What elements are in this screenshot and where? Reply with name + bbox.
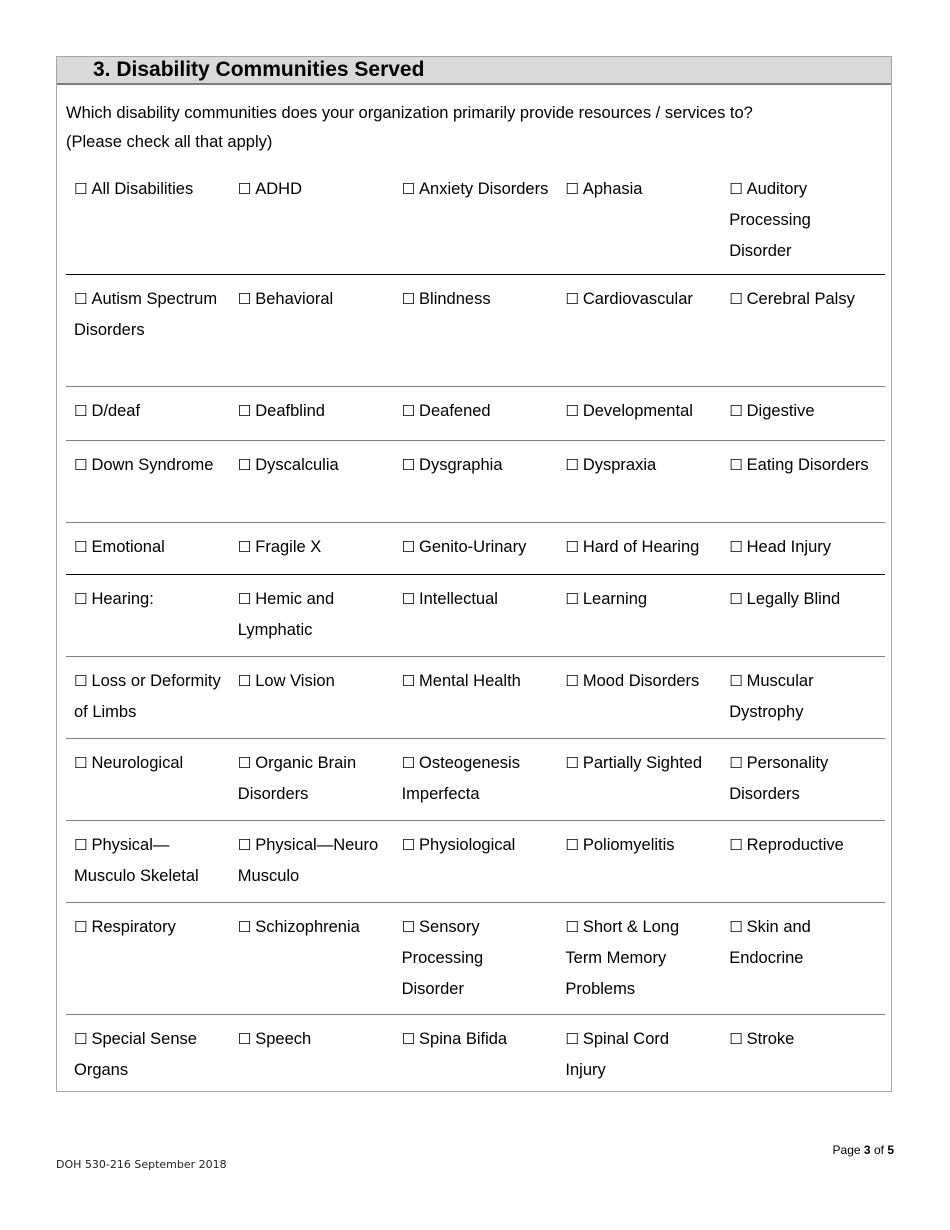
checkbox-icon[interactable]: ☐ <box>401 290 416 308</box>
checkbox-option[interactable] <box>230 165 394 274</box>
checkbox-icon[interactable]: ☐ <box>565 1030 579 1048</box>
checkbox-option[interactable] <box>721 1015 885 1097</box>
checkbox-icon[interactable]: ☐ <box>401 918 416 936</box>
checkbox-icon[interactable]: ☐ <box>237 456 252 474</box>
checkbox-label: Partially Sighted <box>582 754 703 772</box>
checkbox-option[interactable] <box>230 441 394 522</box>
checkbox-label: Muscular Dystrophy <box>729 672 814 721</box>
checkbox-icon[interactable]: ☐ <box>74 754 88 772</box>
checkbox-icon[interactable]: ☐ <box>237 180 252 198</box>
checkbox-label: Mood Disorders <box>582 672 700 690</box>
checkbox-row <box>66 441 885 523</box>
checkbox-icon[interactable]: ☐ <box>565 918 579 936</box>
checkbox-option[interactable] <box>66 523 230 574</box>
checkbox-icon[interactable]: ☐ <box>74 180 88 198</box>
checkbox-icon[interactable]: ☐ <box>565 456 579 474</box>
checkbox-label: Personality Disorders <box>729 754 829 803</box>
checkbox-icon[interactable]: ☐ <box>401 672 416 690</box>
checkbox-label: Deafblind <box>255 402 325 420</box>
checkbox-label: Learning <box>582 590 648 608</box>
checkbox-option[interactable] <box>66 1015 230 1097</box>
page-of: of <box>873 1143 884 1157</box>
checkbox-option[interactable] <box>66 275 230 386</box>
checkbox-row <box>66 821 885 903</box>
checkbox-icon[interactable]: ☐ <box>237 672 252 690</box>
checkbox-icon[interactable]: ☐ <box>565 672 579 690</box>
section-intro <box>66 99 876 157</box>
section-title: 3. Disability Communities Served <box>93 58 425 81</box>
checkbox-row <box>66 739 885 821</box>
checkbox-label: Aphasia <box>582 180 643 198</box>
checkbox-icon[interactable]: ☐ <box>729 672 743 690</box>
checkbox-label: Respiratory <box>91 918 176 936</box>
checkbox-label: Dyspraxia <box>582 456 657 474</box>
checkbox-icon[interactable]: ☐ <box>237 836 252 854</box>
checkbox-label: Poliomyelitis <box>582 836 675 854</box>
checkbox-option[interactable] <box>557 903 721 1014</box>
checkbox-option[interactable] <box>66 165 230 274</box>
checkbox-option[interactable] <box>721 903 885 1014</box>
checkbox-label: Sensory Processing Disorder <box>401 918 484 998</box>
checkbox-icon[interactable]: ☐ <box>401 590 416 608</box>
checkbox-option[interactable] <box>557 1015 721 1097</box>
checkbox-option[interactable] <box>394 523 558 574</box>
checkbox-option[interactable] <box>394 441 558 522</box>
checkbox-option[interactable] <box>394 903 558 1014</box>
checkbox-option[interactable] <box>394 739 558 820</box>
checkbox-label: Organic Brain Disorders <box>237 754 357 803</box>
checkbox-option[interactable] <box>721 821 885 902</box>
checkbox-icon[interactable]: ☐ <box>565 290 579 308</box>
checkbox-icon[interactable]: ☐ <box>565 590 579 608</box>
checkbox-icon[interactable]: ☐ <box>565 754 579 772</box>
checkbox-label: Schizophrenia <box>255 918 360 936</box>
checkbox-option[interactable] <box>721 165 885 274</box>
checkbox-option[interactable] <box>66 657 230 738</box>
checkbox-label: Cardiovascular <box>582 290 693 308</box>
checkbox-icon[interactable]: ☐ <box>565 836 579 854</box>
checkbox-icon[interactable]: ☐ <box>565 180 579 198</box>
checkbox-option[interactable] <box>721 739 885 820</box>
checkbox-label: Hearing: <box>91 590 154 608</box>
checkbox-icon[interactable]: ☐ <box>729 402 743 420</box>
disability-communities-section <box>56 56 892 1092</box>
intro-question: Which disability communities does your organization primarily provide resources / services to? <box>66 104 753 122</box>
checkbox-label: Speech <box>255 1030 312 1048</box>
checkbox-label: Hemic and Lymphatic <box>237 590 335 639</box>
checkbox-icon[interactable]: ☐ <box>401 538 416 556</box>
checkbox-option[interactable] <box>230 1015 394 1097</box>
checkbox-option[interactable] <box>230 657 394 738</box>
section-header <box>57 57 891 85</box>
checkbox-icon[interactable]: ☐ <box>74 836 88 854</box>
checkbox-label: Stroke <box>746 1030 795 1048</box>
checkbox-row <box>66 165 885 275</box>
checkbox-label: Special Sense Organs <box>74 1030 197 1079</box>
checkbox-row <box>66 575 885 657</box>
checkbox-icon[interactable]: ☐ <box>237 590 252 608</box>
checkbox-icon[interactable]: ☐ <box>401 754 416 772</box>
checkbox-option[interactable] <box>394 1015 558 1097</box>
checkbox-label: Physical—Neuro Musculo <box>237 836 379 885</box>
checkbox-icon[interactable]: ☐ <box>74 590 88 608</box>
checkbox-icon[interactable]: ☐ <box>237 1030 252 1048</box>
checkbox-icon[interactable]: ☐ <box>729 590 743 608</box>
checkbox-label: Genito-Urinary <box>419 538 527 556</box>
checkbox-option[interactable] <box>721 441 885 522</box>
checkbox-icon[interactable]: ☐ <box>74 538 88 556</box>
checkbox-icon[interactable]: ☐ <box>729 538 743 556</box>
checkbox-label: Physical—Musculo Skeletal <box>74 836 199 885</box>
checkbox-label: Cerebral Palsy <box>746 290 855 308</box>
checkbox-icon[interactable]: ☐ <box>565 538 579 556</box>
checkbox-label: Auditory Processing Disorder <box>729 180 811 260</box>
checkbox-label: Blindness <box>419 290 491 308</box>
checkbox-label: Eating Disorders <box>746 456 869 474</box>
checkbox-label: Developmental <box>582 402 693 420</box>
checkbox-icon[interactable]: ☐ <box>401 402 416 420</box>
checkbox-option[interactable] <box>721 387 885 440</box>
checkbox-icon[interactable]: ☐ <box>401 456 416 474</box>
checkbox-label: Anxiety Disorders <box>419 180 549 198</box>
checkbox-label: Short & Long Term Memory Problems <box>565 918 680 998</box>
checkbox-label: D/deaf <box>91 402 141 420</box>
checkbox-label: Skin and Endocrine <box>729 918 811 967</box>
form-id: DOH 530-216 September 2018 <box>56 1158 227 1171</box>
checkbox-row <box>66 523 885 575</box>
checkbox-label: Neurological <box>91 754 184 772</box>
checkbox-icon[interactable]: ☐ <box>401 1030 416 1048</box>
checkbox-option[interactable] <box>721 575 885 656</box>
checkbox-label: Head Injury <box>746 538 832 556</box>
checkbox-label: Dysgraphia <box>419 456 503 474</box>
checkbox-icon[interactable]: ☐ <box>74 456 88 474</box>
checkbox-option[interactable] <box>66 441 230 522</box>
checkbox-label: Intellectual <box>419 590 498 608</box>
checkbox-row <box>66 903 885 1015</box>
checkbox-icon[interactable]: ☐ <box>401 180 416 198</box>
checkbox-label: Mental Health <box>419 672 521 690</box>
checkbox-icon[interactable]: ☐ <box>729 180 743 198</box>
checkbox-label: Physiological <box>419 836 516 854</box>
checkbox-option[interactable] <box>557 275 721 386</box>
checkbox-icon[interactable]: ☐ <box>237 290 252 308</box>
checkbox-option[interactable] <box>230 821 394 902</box>
checkbox-option[interactable] <box>557 165 721 274</box>
checkbox-option[interactable] <box>557 575 721 656</box>
checkbox-label: All Disabilities <box>91 180 194 198</box>
checkbox-label: Autism Spectrum Disorders <box>74 290 218 339</box>
checkbox-option[interactable] <box>394 575 558 656</box>
page-number <box>833 1143 894 1157</box>
checkbox-icon[interactable]: ☐ <box>74 290 88 308</box>
checkbox-option[interactable] <box>394 821 558 902</box>
checkbox-label: Fragile X <box>255 538 322 556</box>
checkbox-option[interactable] <box>230 903 394 1014</box>
checkbox-row <box>66 1015 885 1097</box>
checkbox-label: Deafened <box>419 402 491 420</box>
checkbox-label: ADHD <box>255 180 303 198</box>
checkbox-option[interactable] <box>230 523 394 574</box>
checkbox-icon[interactable]: ☐ <box>401 836 416 854</box>
page-word: Page <box>832 1143 861 1157</box>
checkbox-icon[interactable]: ☐ <box>74 672 88 690</box>
page-total: 5 <box>887 1143 894 1157</box>
checkbox-option[interactable] <box>394 657 558 738</box>
checkbox-label: Spinal Cord Injury <box>565 1030 670 1079</box>
checkbox-option[interactable] <box>721 523 885 574</box>
checkbox-icon[interactable]: ☐ <box>237 538 252 556</box>
checkbox-label: Spina Bifida <box>419 1030 508 1048</box>
checkbox-option[interactable] <box>557 387 721 440</box>
page-current: 3 <box>863 1143 871 1157</box>
checkbox-option[interactable] <box>230 739 394 820</box>
checkbox-label: Reproductive <box>746 836 844 854</box>
checkbox-icon[interactable]: ☐ <box>729 1030 743 1048</box>
intro-instruction: (Please check all that apply) <box>66 133 273 151</box>
checkbox-icon[interactable]: ☐ <box>74 1030 88 1048</box>
checkbox-option[interactable] <box>230 275 394 386</box>
checkbox-option[interactable] <box>230 387 394 440</box>
checkbox-label: Dyscalculia <box>255 456 339 474</box>
checkbox-label: Down Syndrome <box>91 456 214 474</box>
checkbox-label: Digestive <box>746 402 815 420</box>
checkbox-option[interactable] <box>66 903 230 1014</box>
checkbox-icon[interactable]: ☐ <box>74 918 88 936</box>
checkbox-option[interactable] <box>394 387 558 440</box>
disability-checkbox-grid <box>66 165 885 1097</box>
checkbox-option[interactable] <box>66 739 230 820</box>
checkbox-icon[interactable]: ☐ <box>729 290 743 308</box>
checkbox-label: Low Vision <box>255 672 335 690</box>
checkbox-option[interactable] <box>557 739 721 820</box>
checkbox-label: Osteogenesis Imperfecta <box>401 754 520 803</box>
checkbox-icon[interactable]: ☐ <box>729 456 743 474</box>
checkbox-option[interactable] <box>557 657 721 738</box>
checkbox-option[interactable] <box>721 275 885 386</box>
checkbox-option[interactable] <box>721 657 885 738</box>
checkbox-option[interactable] <box>394 275 558 386</box>
checkbox-option[interactable] <box>557 523 721 574</box>
checkbox-icon[interactable]: ☐ <box>729 836 743 854</box>
checkbox-label: Emotional <box>91 538 165 556</box>
checkbox-icon[interactable]: ☐ <box>729 918 743 936</box>
checkbox-option[interactable] <box>557 821 721 902</box>
checkbox-icon[interactable]: ☐ <box>565 402 579 420</box>
checkbox-icon[interactable]: ☐ <box>729 754 743 772</box>
checkbox-label: Legally Blind <box>746 590 841 608</box>
checkbox-option[interactable] <box>66 575 230 656</box>
checkbox-label: Behavioral <box>255 290 334 308</box>
checkbox-label: Hard of Hearing <box>582 538 700 556</box>
checkbox-label: Loss or Deformity of Limbs <box>74 672 221 721</box>
checkbox-icon[interactable]: ☐ <box>74 402 88 420</box>
checkbox-row <box>66 387 885 441</box>
checkbox-row <box>66 657 885 739</box>
checkbox-row <box>66 275 885 387</box>
checkbox-icon[interactable]: ☐ <box>237 918 252 936</box>
checkbox-option[interactable] <box>394 165 558 274</box>
checkbox-option[interactable] <box>230 575 394 656</box>
checkbox-option[interactable] <box>66 821 230 902</box>
checkbox-option[interactable] <box>557 441 721 522</box>
checkbox-option[interactable] <box>66 387 230 440</box>
checkbox-icon[interactable]: ☐ <box>237 754 252 772</box>
checkbox-icon[interactable]: ☐ <box>237 402 252 420</box>
